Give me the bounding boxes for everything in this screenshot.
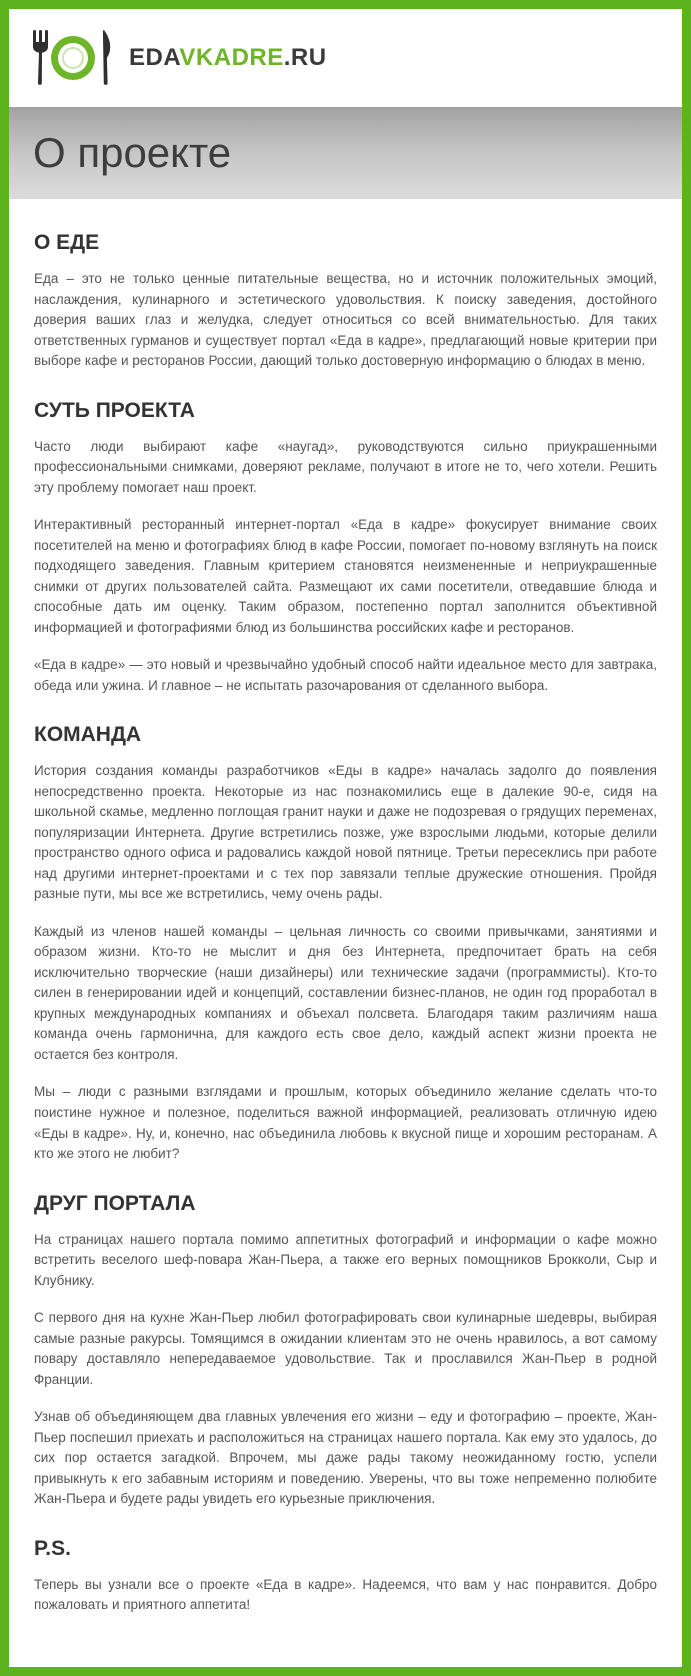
paragraph: Мы – люди с разными взглядами и прошлым, которых объединило желание сделать что-то поистине нужное и полезное, поделиться важной информацией, реализовать отличную идею «Еды в кадре». Ну, и, конечно, нас объединила любовь к вкусной пище и хорошим ресторанам. А кто же этого не любит? (34, 1084, 657, 1162)
paragraph: «Еда в кадре» — это новый и чрезвычайно удобный способ найти идеальное место для завтрака, обеда или ужина. И главное – не испытать разочарования от сделанного выбора. (34, 657, 657, 693)
section-heading-o-ede: О ЕДЕ (34, 231, 100, 254)
paragraph: Узнав об объединяющем два главных увлечения его жизни – еду и фотографию – проекте, Жан-Пьер поспешил приехать и расположиться на страницах нашего портала. Как ему это удалось, до сих пор остается загадкой. Впрочем, мы даже рады такому неожиданному гостю, успели привыкнуть к его забавным историям и поведению. Уверены, что вы тоже непременно полюбите Жан-Пьера и будете рады увидеть его курьезные приключения. (34, 1409, 657, 1507)
page-title-banner (9, 107, 682, 199)
section-heading-sut-proekta: СУТЬ ПРОЕКТА (34, 398, 195, 422)
paragraph: С первого дня на кухне Жан-Пьер любил фотографировать свои кулинарные шедевры, выбирая самые разные ракурсы. Томящимся в ожидании клиентам это не очень нравилось, а вот самому повару доставляло непередаваемое удовольствие. Так и прославился Жан-Пьер в родной Франции. (34, 1310, 657, 1387)
fork-plate-knife-icon (27, 27, 119, 89)
paragraph: Еда – это не только ценные питательные вещества, но и источник положительных эмоций, наслаждения, кулинарного и эстетического удовольствия. К поиску заведения, достойного доверия ваших глаз и желудка, следует относиться со всей внимательностью. Для таких ответственных гурманов и существует портал «Еда в кадре», предлагающий новые критерии при выборе кафе и ресторанов России, дающий только достоверную информацию о блюдах в меню. (34, 271, 657, 369)
page-content (9, 199, 682, 1667)
section-heading-drug-portala: ДРУГ ПОРТАЛА (34, 1191, 196, 1215)
page-title: О проекте (33, 129, 232, 176)
logo-text-eda: EDA (129, 44, 180, 71)
paragraph: История создания команды разработчиков «Еды в кадре» началась задолго до появления непосредственно проекта. Некоторые из нас познакомились еще в далекие 90-е, сидя на школьной скамье, медленно поглощая гранит науки и даже не подозревая о грядущих переменах, популяризации Интернета. Другие встретились позже, уже взрослыми людьми, которые делили пространство одного офиса и радовались каждой новой пятнице. Третьи пересеклись при работе над другими интернет-проектами и с тех пор завязали теплые дружеские отношения. Пройдя разные пути, мы все же встретились, чему очень рады. (34, 763, 657, 902)
site-header (9, 9, 682, 107)
paragraph: Теперь вы узнали все о проекте «Еда в кадре». Надеемся, что вам у нас понравится. Добро пожаловать и приятного аппетита! (34, 1576, 657, 1613)
paragraph: Интерактивный ресторанный интернет-портал «Еда в кадре» фокусирует внимание своих посетителей на меню и фотографиях блюд в кафе России, помогает по-новому взглянуть на поиск подходящего заведения. Главным критерием становятся неизмененные и неприукрашенные снимки от других пользователей сайта. Размещают их сами посетители, отведавшие блюда и способные дать им оценку. Таким образом, постепенно портал заполнится объективной информацией и фотографиями блюд из большинства российских кафе и ресторанов. (34, 517, 657, 635)
logo-text-ru: .RU (283, 44, 327, 71)
section-heading-komanda: КОМАНДА (34, 723, 142, 747)
paragraph: Каждый из членов нашей команды – цельная личность со своими привычками, занятиями и образом жизни. Кто-то не мыслит и дня без Интернета, предпочитает брать на себя исключительно творческие (наши дизайнеры) или технические задачи (программисты). Кто-то силен в генерировании идей и концепций, составлении бизнес-планов, не один год проработал в крупных международных компаниях и объехал полсвета. Благодаря таким различиям наша команда очень гармонична, для каждого есть свое дело, каждый аспект жизни проекта не остается без контроля. (34, 923, 657, 1062)
site-logo[interactable] (27, 27, 327, 89)
paragraph: На страницах нашего портала помимо аппетитных фотографий и информации о кафе можно встретить веселого шеф-повара Жан-Пьера, а также его верных помощников Брокколи, Сыр и Клубнику. (34, 1231, 657, 1288)
logo-text-vkadre: VKADRE (179, 44, 284, 71)
logo-text (129, 44, 327, 72)
section-heading-ps: P.S. (34, 1536, 71, 1560)
paragraph: Часто люди выбирают кафе «наугад», руководствуются сильно приукрашенными профессиональными снимками, доверяют рекламе, получают в итоге не то, чего хотели. Решить эту проблему помогает наш проект. (34, 438, 657, 495)
